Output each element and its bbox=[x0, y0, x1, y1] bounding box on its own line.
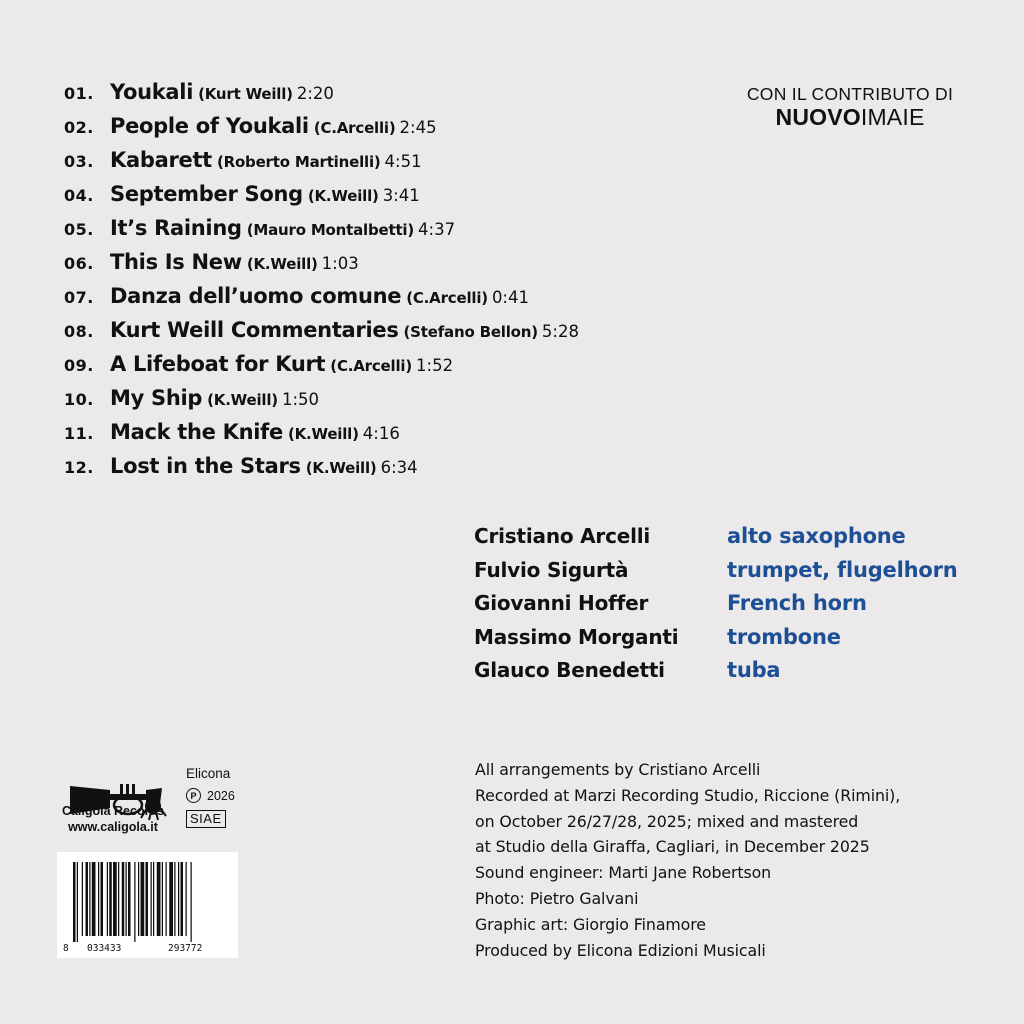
track-title: A Lifeboat for Kurt bbox=[110, 352, 326, 376]
support-brand-logo bbox=[720, 104, 980, 131]
barcode-bar bbox=[92, 862, 96, 936]
track-row bbox=[64, 352, 704, 386]
barcode-bar bbox=[157, 862, 161, 936]
track-row bbox=[64, 386, 704, 420]
credit-line: at Studio della Giraffa, Cagliari, in December 2025 bbox=[475, 837, 870, 857]
barcode-bar bbox=[181, 862, 184, 936]
track-composer: (K.Weill) bbox=[305, 459, 377, 477]
credit-line: Recorded at Marzi Recording Studio, Riccione (Rimini), bbox=[475, 785, 901, 805]
track-duration: 1:52 bbox=[416, 356, 454, 375]
credit-line: Sound engineer: Marti Jane Robertson bbox=[475, 863, 772, 883]
track-number: 04. bbox=[64, 186, 94, 205]
barcode-bar bbox=[174, 862, 175, 936]
barcode-bar bbox=[166, 862, 167, 936]
track-number: 06. bbox=[64, 254, 94, 273]
barcode-bar bbox=[191, 862, 192, 942]
track-number: 11. bbox=[64, 424, 94, 443]
track-composer: (Stefano Bellon) bbox=[403, 323, 538, 341]
barcode-bar bbox=[169, 862, 173, 936]
phonogram-icon: P bbox=[186, 788, 201, 803]
track-composer: (C.Arcelli) bbox=[406, 289, 488, 307]
track-row bbox=[64, 182, 704, 216]
support-credit bbox=[720, 84, 980, 131]
track-composer: (K.Weill) bbox=[207, 391, 278, 409]
barcode-bar bbox=[101, 862, 104, 936]
musician-instrument: tuba bbox=[727, 658, 781, 683]
personnel-row bbox=[474, 558, 957, 592]
barcode-bar bbox=[178, 862, 179, 936]
track-row bbox=[64, 80, 704, 114]
track-number: 12. bbox=[64, 458, 94, 477]
musician-name: Fulvio Sigurtà bbox=[474, 557, 629, 582]
track-number: 03. bbox=[64, 152, 94, 171]
musician-name: Giovanni Hoffer bbox=[474, 591, 649, 616]
track-composer: (Roberto Martinelli) bbox=[216, 153, 381, 171]
tracklist bbox=[64, 80, 704, 488]
musician-instrument: French horn bbox=[727, 591, 867, 616]
barcode-group-left: 033433 bbox=[87, 943, 122, 954]
track-duration: 2:20 bbox=[296, 84, 334, 103]
credit-line: Photo: Pietro Galvani bbox=[475, 888, 639, 908]
barcode-bar bbox=[146, 862, 149, 936]
track-number: 01. bbox=[64, 84, 94, 103]
track-title: People of Youkali bbox=[110, 114, 309, 138]
track-row bbox=[64, 148, 704, 182]
track-composer: (K.Weill) bbox=[307, 187, 379, 205]
track-duration: 0:41 bbox=[491, 288, 529, 307]
track-title: Mack the Knife bbox=[110, 420, 283, 444]
support-line: CON IL CONTRIBUTO DI bbox=[746, 84, 954, 104]
track-composer: (Mauro Montalbetti) bbox=[246, 221, 415, 239]
track-composer: (K.Weill) bbox=[287, 425, 359, 443]
track-title: September Song bbox=[110, 182, 303, 206]
phonogram-year: 2026 bbox=[207, 788, 235, 803]
track-composer: (K.Weill) bbox=[246, 255, 318, 273]
musician-name: Cristiano Arcelli bbox=[474, 524, 651, 548]
musician-name: Massimo Morganti bbox=[474, 624, 679, 649]
track-number: 10. bbox=[64, 390, 94, 409]
track-row bbox=[64, 284, 704, 318]
barcode-bar bbox=[109, 862, 112, 936]
track-title: Lost in the Stars bbox=[110, 454, 301, 478]
track-duration: 5:28 bbox=[541, 322, 579, 341]
personnel-row bbox=[474, 625, 957, 659]
track-title: Kurt Weill Commentaries bbox=[110, 318, 399, 342]
track-number: 08. bbox=[64, 322, 94, 341]
track-row bbox=[64, 216, 704, 250]
barcode-bar bbox=[82, 862, 83, 936]
track-composer: (C.Arcelli) bbox=[330, 357, 413, 375]
track-title: Danza dell’uomo comune bbox=[110, 284, 402, 308]
barcode-bar bbox=[118, 862, 119, 936]
label-url: www.caligola.it bbox=[68, 820, 158, 834]
track-title: Kabarett bbox=[110, 148, 212, 172]
barcode-bar bbox=[126, 862, 127, 936]
credit-line: Produced by Elicona Edizioni Musicali bbox=[475, 940, 766, 960]
track-number: 09. bbox=[64, 356, 94, 375]
track-duration: 1:50 bbox=[281, 390, 320, 409]
track-duration: 3:41 bbox=[382, 186, 420, 205]
phonogram-notice bbox=[186, 788, 235, 803]
barcode-bar bbox=[113, 862, 117, 936]
track-duration: 4:16 bbox=[362, 424, 400, 443]
track-composer: (C.Arcelli) bbox=[313, 119, 396, 137]
barcode bbox=[57, 852, 238, 958]
barcode-bar bbox=[73, 862, 76, 942]
barcode-bar bbox=[128, 862, 131, 936]
barcode-bar bbox=[134, 862, 135, 942]
track-number: 05. bbox=[64, 220, 94, 239]
barcode-bar bbox=[153, 862, 154, 936]
support-brand-bold: NUOVO bbox=[775, 104, 861, 130]
track-number: 07. bbox=[64, 288, 94, 307]
barcode-bar bbox=[186, 862, 187, 936]
musician-instrument: trumpet, flugelhorn bbox=[727, 557, 958, 582]
track-number: 02. bbox=[64, 118, 94, 137]
musician-instrument: trombone bbox=[727, 624, 841, 649]
track-title: It’s Raining bbox=[110, 216, 242, 240]
track-row bbox=[64, 250, 704, 284]
track-duration: 6:34 bbox=[380, 458, 418, 477]
barcode-digit-first: 8 bbox=[63, 943, 69, 954]
track-title: This Is New bbox=[110, 250, 242, 274]
track-duration: 1:03 bbox=[321, 254, 359, 273]
track-duration: 2:45 bbox=[399, 118, 437, 137]
personnel-row bbox=[474, 591, 957, 625]
barcode-bar bbox=[151, 862, 152, 936]
track-row bbox=[64, 420, 704, 454]
musician-name: Glauco Benedetti bbox=[474, 658, 665, 683]
barcode-bar bbox=[122, 862, 125, 936]
track-row bbox=[64, 454, 704, 488]
musician-instrument: alto saxophone bbox=[727, 524, 906, 548]
production-credits bbox=[475, 757, 995, 963]
barcode-bar bbox=[141, 862, 145, 936]
barcode-bar bbox=[86, 862, 89, 936]
label-name: Caligola Records bbox=[61, 804, 165, 818]
barcode-bar bbox=[98, 862, 99, 936]
siae-badge: SIAE bbox=[186, 810, 226, 828]
personnel-row bbox=[474, 524, 957, 558]
barcode-group-right: 293772 bbox=[168, 943, 203, 954]
publisher-name: Elicona bbox=[186, 766, 231, 781]
track-composer: (Kurt Weill) bbox=[198, 85, 293, 103]
barcode-bar bbox=[162, 862, 163, 936]
barcode-bar bbox=[138, 862, 139, 936]
track-title: Youkali bbox=[110, 80, 194, 104]
track-duration: 4:51 bbox=[384, 152, 422, 171]
track-row bbox=[64, 318, 704, 352]
credit-line: on October 26/27/28, 2025; mixed and mastered bbox=[475, 811, 859, 831]
barcode-bar bbox=[89, 862, 90, 936]
personnel-list bbox=[474, 524, 957, 692]
barcode-bars bbox=[57, 852, 238, 944]
barcode-bar bbox=[107, 862, 108, 936]
track-row bbox=[64, 114, 704, 148]
barcode-bar bbox=[77, 862, 78, 942]
personnel-row bbox=[474, 658, 957, 692]
track-title: My Ship bbox=[110, 386, 203, 410]
support-brand-rest: IMAIE bbox=[860, 104, 925, 130]
track-duration: 4:37 bbox=[418, 220, 456, 239]
credit-line: Graphic art: Giorgio Finamore bbox=[475, 914, 706, 934]
credit-line: All arrangements by Cristiano Arcelli bbox=[475, 760, 761, 779]
